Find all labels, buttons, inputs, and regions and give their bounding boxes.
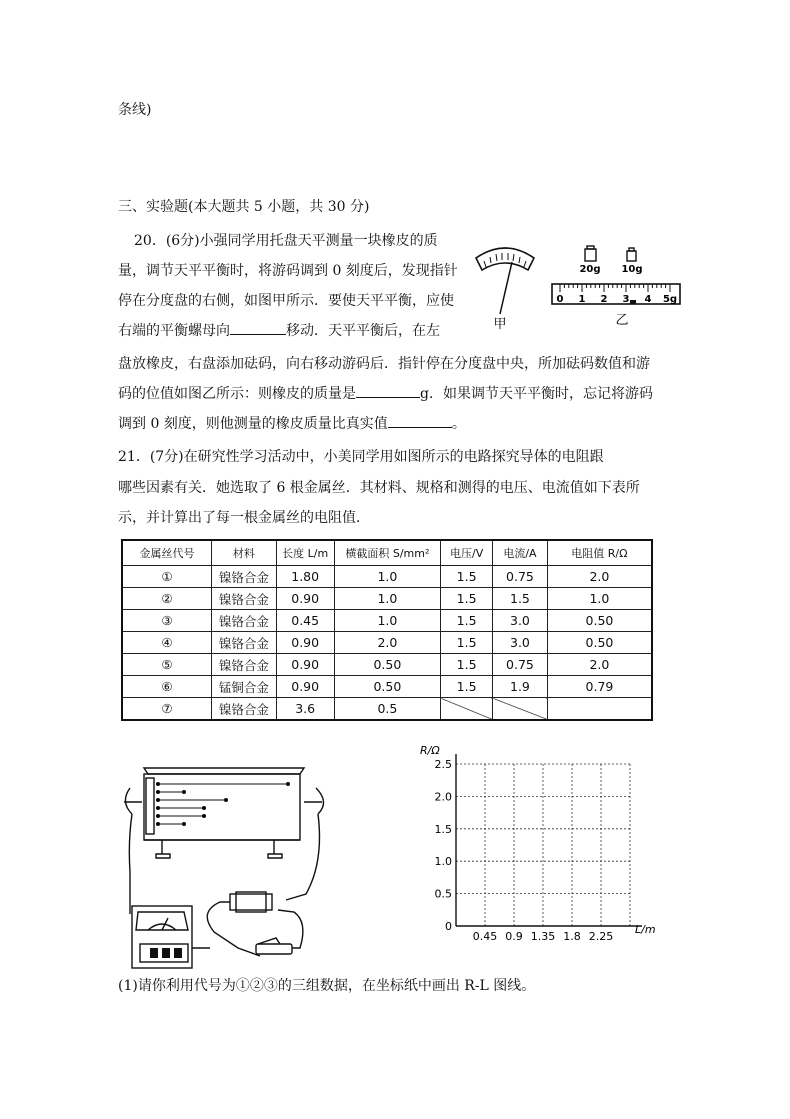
pointer-needle — [500, 262, 512, 314]
table-cell: 镍铬合金 — [212, 632, 277, 654]
table-cell: 1.9 — [493, 676, 548, 698]
table-row — [122, 566, 652, 588]
table-cell: 1.5 — [441, 610, 493, 632]
question-20-text-a: 右端的平衡螺母向 — [118, 323, 230, 339]
table-cell: 1.5 — [441, 654, 493, 676]
table-cell: 1.0 — [334, 610, 441, 632]
question-20-text: 20．(6分)小强同学用托盘天平测量一块橡皮的质 — [134, 233, 438, 249]
table-cell: ⑦ — [122, 698, 212, 721]
yi-label: 乙 — [615, 313, 629, 328]
table-header-cell: 电流/A — [493, 540, 548, 566]
table-cell: ④ — [122, 632, 212, 654]
table-cell: 1.0 — [334, 566, 441, 588]
chart-y-tick-label: 1.0 — [434, 855, 452, 869]
table-cell: 3.6 — [276, 698, 334, 721]
question-20-text-b: 移动．天平平衡后，在左 — [286, 323, 440, 339]
table-cell: 2.0 — [547, 566, 652, 588]
rider-marker — [630, 300, 636, 304]
table-cell: 镍铬合金 — [212, 566, 277, 588]
table-cell: 0.50 — [334, 654, 441, 676]
table-cell: 0.5 — [334, 698, 441, 721]
table-cell: ② — [122, 588, 212, 610]
table-cell: ⑤ — [122, 654, 212, 676]
table-cell: 0.45 — [276, 610, 334, 632]
weight-10g-icon — [627, 248, 636, 261]
question-21-text: 示，并计算出了每一根金属丝的电阻值． — [118, 510, 370, 526]
question-20-text: 量，调节天平平衡时，将游码调到 0 刻度后，发现指针 — [118, 263, 458, 279]
answer-blank[interactable] — [230, 322, 286, 335]
table-header-cell: 横截面积 S/mm² — [334, 540, 441, 566]
table-cell: 镍铬合金 — [212, 588, 277, 610]
table-cell: 锰铜合金 — [212, 676, 277, 698]
ruler-tick-label: 5g — [662, 294, 678, 305]
answer-blank[interactable] — [356, 385, 420, 398]
question-20-text-a: 调到 0 刻度，则他测量的橡皮质量比真实值 — [118, 416, 388, 432]
table-cell: ③ — [122, 610, 212, 632]
table-cell — [547, 698, 652, 721]
table-cell-empty — [441, 698, 493, 721]
table-cell: 1.5 — [441, 632, 493, 654]
chart-x-tick-label: 0.9 — [505, 930, 523, 940]
chart-xlabel: L/m — [635, 923, 656, 936]
question-21-text: 21．(7分)在研究性学习活动中，小美同学用如图所示的电路探究导体的电阻跟 — [118, 449, 604, 465]
table-row — [122, 654, 652, 676]
table-cell: 3.0 — [493, 610, 548, 632]
question-20-text-b: g．如果调节天平平衡时，忘记将游码 — [420, 386, 653, 402]
table-cell: 1.5 — [441, 676, 493, 698]
ruler-tick-label: 2 — [600, 294, 608, 305]
table-cell: 0.90 — [276, 632, 334, 654]
question-20-text: 停在分度盘的右侧，如图甲所示．要使天平平衡，应使 — [118, 293, 454, 309]
chart-y-tick-label: 1.5 — [434, 822, 452, 836]
table-header-row — [122, 540, 652, 566]
table-cell: 0.75 — [493, 566, 548, 588]
table-header-cell: 电阻值 R/Ω — [547, 540, 652, 566]
table-cell: 0.50 — [547, 610, 652, 632]
table-cell: 镍铬合金 — [212, 698, 277, 721]
question-20-text-b: 。 — [451, 416, 466, 432]
table-cell: 0.90 — [276, 676, 334, 698]
question-20-text-a: 码的位值如图乙所示：则橡皮的质量是 — [118, 386, 356, 402]
question-21-text: 哪些因素有关．她选取了 6 根金属丝．其材料、规格和测得的电压、电流值如下表所 — [118, 480, 640, 496]
question-20-text: 盘放橡皮，右盘添加砝码，向右移动游码后．指针停在分度盘中央，所加砝码数值和游 — [118, 356, 650, 372]
weight-20g-icon — [585, 246, 596, 261]
table-cell: 镍铬合金 — [212, 610, 277, 632]
table-cell: 0.90 — [276, 588, 334, 610]
table-cell: 镍铬合金 — [212, 654, 277, 676]
table-row — [122, 676, 652, 698]
table-header-cell: 材料 — [212, 540, 277, 566]
question-21-subquestion: (1)请你利用代号为①②③的三组数据，在坐标纸中画出 R-L 图线。 — [118, 978, 536, 994]
chart-y-tick-label: 0 — [445, 920, 452, 933]
chart-x-tick-label: 1.8 — [563, 930, 581, 940]
ruler-tick-label: 0 — [556, 294, 564, 305]
table-header-cell: 金属丝代号 — [122, 540, 212, 566]
table-row — [122, 610, 652, 632]
table-cell: ⑥ — [122, 676, 212, 698]
table-header-cell: 电压/V — [441, 540, 493, 566]
question-20-text — [118, 415, 466, 433]
weight-10g-label: 10g — [621, 264, 643, 275]
chart-x-tick-label: 1.35 — [530, 930, 556, 940]
chart-y-tick-label: 0.5 — [434, 887, 452, 901]
table-cell: 3.0 — [493, 632, 548, 654]
r-l-chart — [400, 740, 670, 940]
chart-y-tick-label: 2.5 — [434, 758, 452, 771]
ruler-tick-label: 4 — [644, 294, 652, 305]
question-20-text — [118, 322, 440, 340]
circuit-apparatus-figure — [118, 762, 338, 974]
table-cell: 0.79 — [547, 676, 652, 698]
chart-x-tick-label: 0.45 — [472, 930, 498, 940]
table-cell: 1.5 — [441, 566, 493, 588]
chart-y-tick-label: 2.0 — [434, 790, 452, 804]
jia-label: 甲 — [493, 317, 507, 332]
ruler-tick-label: 1 — [578, 294, 586, 305]
ruler-tick-label: 3 — [622, 294, 630, 305]
answer-blank[interactable] — [388, 415, 452, 428]
text-line: 条线) — [118, 102, 152, 118]
table-cell: 0.50 — [547, 632, 652, 654]
table-cell: ① — [122, 566, 212, 588]
table-header-cell: 长度 L/m — [276, 540, 334, 566]
metal-wire-table — [121, 539, 653, 721]
chart-x-tick-label: 2.25 — [588, 930, 614, 940]
balance-dial-figure — [470, 236, 540, 332]
weight-20g-label: 20g — [579, 264, 601, 275]
weights-ruler-figure — [548, 240, 688, 328]
table-cell-empty — [493, 698, 548, 721]
table-cell: 1.5 — [441, 588, 493, 610]
table-cell: 1.5 — [493, 588, 548, 610]
table-cell: 1.80 — [276, 566, 334, 588]
table-row — [122, 632, 652, 654]
table-cell: 0.90 — [276, 654, 334, 676]
chart-ylabel: R/Ω — [420, 744, 440, 757]
table-cell: 2.0 — [334, 632, 441, 654]
table-cell: 2.0 — [547, 654, 652, 676]
table-row — [122, 588, 652, 610]
table-row — [122, 698, 652, 721]
table-cell: 1.0 — [334, 588, 441, 610]
table-cell: 0.50 — [334, 676, 441, 698]
section-heading: 三、实验题(本大题共 5 小题，共 30 分) — [118, 199, 370, 215]
question-20-text — [118, 385, 653, 403]
table-cell: 1.0 — [547, 588, 652, 610]
table-cell: 0.75 — [493, 654, 548, 676]
